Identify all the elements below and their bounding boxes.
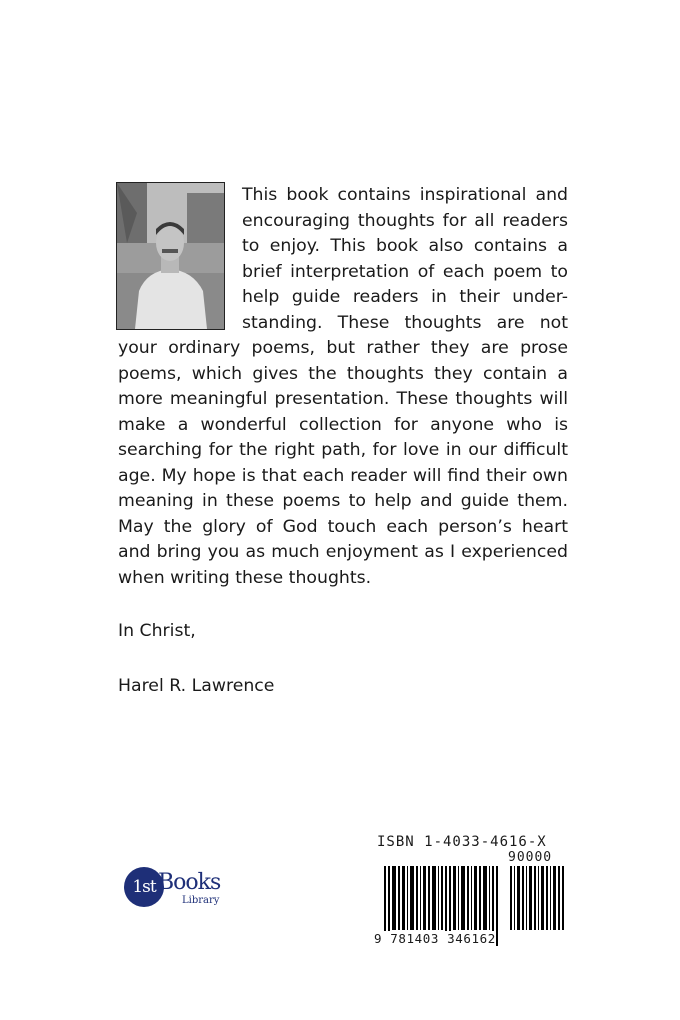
logo-mark: 1st — [124, 867, 164, 907]
author-signature: Harel R. Lawrence — [118, 676, 275, 696]
logo-wordmark: Books — [158, 870, 221, 895]
description-paragraph — [118, 183, 568, 591]
logo-subtitle: Library — [182, 895, 220, 906]
isbn-label: ISBN 1-4033-4616-X — [377, 834, 547, 850]
closing-line: In Christ, — [118, 621, 196, 641]
barcode-block — [374, 834, 570, 954]
publisher-logo — [124, 864, 234, 914]
description-text: This book contains inspirational and encouraging thoughts for all readers to enjoy. This book also contains a brief interpretation of each poem to help guide readers in their under-standing. These thoughts are not your ordinary poems, but rather they are prose poems, which gives the thoughts they contain a more meaningful presentation. These thoughts will make a wonderful collection for anyone who is searching for the right path, for love in our difficult age. My hope is that each reader will find their own meaning in these poems to help and guide them. May the glory of God touch each person’s heart and bring you as much enjoyment as I experienced when writing these thoughts. — [118, 185, 568, 588]
ean-digits: 9 781403 346162 — [374, 931, 496, 946]
addon-digits: 90000 — [508, 850, 553, 865]
